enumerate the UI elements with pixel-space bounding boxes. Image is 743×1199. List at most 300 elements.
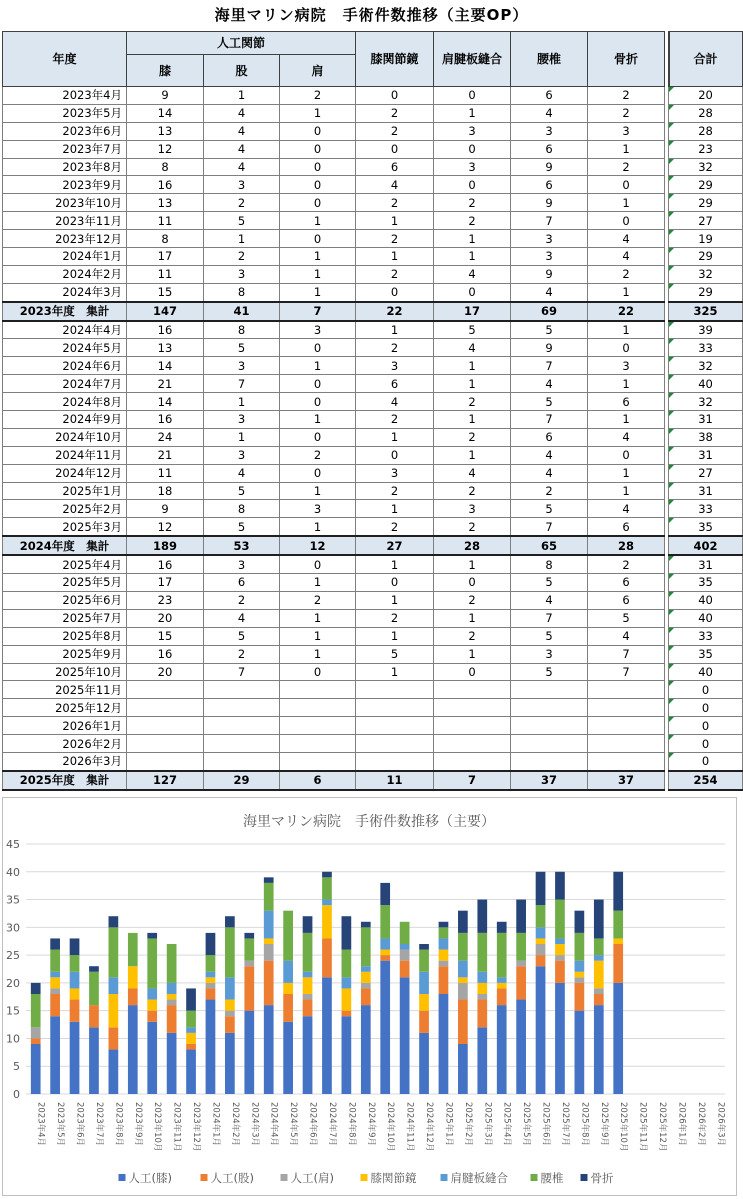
count-cell: 5 bbox=[511, 393, 588, 411]
total-cell: 20 bbox=[669, 87, 743, 105]
count-cell: 28 bbox=[434, 536, 511, 555]
bar-segment bbox=[206, 977, 216, 983]
formula-indicator-icon bbox=[669, 518, 674, 523]
bar-segment bbox=[283, 961, 293, 983]
bar-segment bbox=[322, 905, 332, 938]
legend-swatch bbox=[201, 1174, 208, 1181]
count-cell: 0 bbox=[280, 375, 356, 393]
bar-segment bbox=[322, 938, 332, 977]
count-cell: 1 bbox=[204, 87, 280, 105]
count-cell bbox=[204, 699, 280, 717]
count-cell: 1 bbox=[434, 104, 511, 122]
bar-segment bbox=[244, 966, 254, 1010]
count-cell: 9 bbox=[511, 339, 588, 357]
total-cell: 31 bbox=[669, 555, 743, 573]
count-cell: 53 bbox=[204, 536, 280, 555]
bar-segment bbox=[439, 927, 449, 938]
count-cell bbox=[434, 717, 511, 735]
count-cell bbox=[280, 699, 356, 717]
bar-segment bbox=[206, 1000, 216, 1094]
x-tick-label: 2024年2月 bbox=[229, 1102, 240, 1147]
month-cell: 2023年4月 bbox=[3, 87, 127, 105]
count-cell bbox=[204, 752, 280, 770]
count-cell: 7 bbox=[511, 357, 588, 375]
bar-segment bbox=[458, 1044, 468, 1094]
bar-segment bbox=[594, 955, 604, 961]
count-cell bbox=[588, 752, 665, 770]
count-cell: 1 bbox=[588, 283, 665, 301]
x-tick-label: 2025年2月 bbox=[462, 1102, 473, 1147]
count-cell: 1 bbox=[434, 230, 511, 248]
table-row bbox=[3, 446, 743, 464]
formula-indicator-icon bbox=[669, 411, 674, 416]
bar-segment bbox=[516, 1000, 526, 1094]
formula-indicator-icon bbox=[669, 176, 674, 181]
bar-segment bbox=[477, 983, 487, 994]
count-cell: 3 bbox=[511, 122, 588, 140]
formula-indicator-icon bbox=[669, 357, 674, 362]
total-cell: 19 bbox=[669, 230, 743, 248]
y-tick-label: 25 bbox=[6, 949, 20, 963]
bar-segment bbox=[380, 883, 390, 905]
bar-segment bbox=[31, 994, 41, 1027]
count-cell: 17 bbox=[127, 248, 204, 266]
formula-indicator-icon bbox=[669, 500, 674, 505]
count-cell: 20 bbox=[127, 609, 204, 627]
total-cell: 35 bbox=[669, 518, 743, 536]
y-tick-label: 45 bbox=[6, 838, 20, 851]
table-row bbox=[3, 717, 743, 735]
formula-indicator-icon bbox=[669, 123, 674, 128]
count-cell: 69 bbox=[511, 302, 588, 321]
formula-indicator-icon bbox=[669, 284, 674, 289]
bar-segment bbox=[128, 1005, 138, 1094]
x-tick-label: 2023年9月 bbox=[132, 1102, 143, 1147]
count-cell: 5 bbox=[511, 321, 588, 339]
table-row bbox=[3, 321, 743, 339]
formula-indicator-icon bbox=[669, 735, 674, 740]
table-row bbox=[3, 699, 743, 717]
count-cell: 7 bbox=[511, 518, 588, 536]
legend-swatch bbox=[441, 1174, 448, 1181]
bar-segment bbox=[555, 955, 565, 961]
table-row bbox=[3, 482, 743, 500]
count-cell: 4 bbox=[511, 283, 588, 301]
count-cell: 2 bbox=[434, 428, 511, 446]
count-cell: 2 bbox=[434, 212, 511, 230]
bar-segment bbox=[613, 983, 623, 1094]
surgery-trend-chart bbox=[2, 797, 737, 1196]
bar-segment bbox=[536, 927, 546, 938]
bar-segment bbox=[516, 900, 526, 933]
count-cell: 2 bbox=[204, 645, 280, 663]
count-cell: 1 bbox=[434, 375, 511, 393]
bar-segment bbox=[613, 938, 623, 944]
count-cell: 8 bbox=[127, 158, 204, 176]
bar-segment bbox=[128, 933, 138, 966]
bar-segment bbox=[322, 900, 332, 906]
bar-segment bbox=[109, 1050, 119, 1094]
legend-swatch bbox=[581, 1174, 588, 1181]
count-cell: 37 bbox=[511, 771, 588, 790]
count-cell: 0 bbox=[588, 212, 665, 230]
month-cell: 2023年7月 bbox=[3, 140, 127, 158]
count-cell: 11 bbox=[356, 771, 434, 790]
formula-indicator-icon bbox=[669, 429, 674, 434]
table-row bbox=[3, 464, 743, 482]
count-cell: 0 bbox=[280, 393, 356, 411]
count-cell bbox=[434, 699, 511, 717]
x-tick-label: 2023年7月 bbox=[93, 1102, 104, 1147]
count-cell: 4 bbox=[434, 464, 511, 482]
bar-segment bbox=[477, 1000, 487, 1028]
count-cell: 2 bbox=[434, 591, 511, 609]
count-cell: 0 bbox=[356, 574, 434, 592]
count-cell: 5 bbox=[204, 627, 280, 645]
bar-segment bbox=[89, 1005, 99, 1027]
month-cell: 2025年9月 bbox=[3, 645, 127, 663]
count-cell bbox=[356, 681, 434, 699]
bar-segment bbox=[380, 905, 390, 938]
count-cell: 4 bbox=[588, 500, 665, 518]
table-row bbox=[3, 609, 743, 627]
bar-segment bbox=[458, 911, 468, 933]
count-cell: 6 bbox=[356, 158, 434, 176]
month-cell: 2025年6月 bbox=[3, 591, 127, 609]
count-cell: 0 bbox=[434, 176, 511, 194]
count-cell: 4 bbox=[434, 265, 511, 283]
x-tick-label: 2024年9月 bbox=[365, 1102, 376, 1147]
total-cell: 29 bbox=[669, 248, 743, 266]
count-cell: 147 bbox=[127, 302, 204, 321]
count-cell bbox=[127, 717, 204, 735]
bar-segment bbox=[594, 938, 604, 955]
count-cell: 5 bbox=[204, 339, 280, 357]
count-cell: 1 bbox=[434, 357, 511, 375]
formula-indicator-icon bbox=[669, 375, 674, 380]
count-cell: 4 bbox=[588, 230, 665, 248]
table-row bbox=[3, 428, 743, 446]
count-cell: 1 bbox=[434, 411, 511, 429]
legend-label: 人工(肩) bbox=[290, 1171, 334, 1185]
bar-segment bbox=[186, 1044, 196, 1050]
count-cell bbox=[588, 735, 665, 753]
count-cell: 8 bbox=[511, 555, 588, 573]
chart-svg bbox=[3, 798, 736, 1195]
bar-segment bbox=[186, 988, 196, 1010]
count-cell: 0 bbox=[280, 140, 356, 158]
count-cell: 14 bbox=[127, 104, 204, 122]
count-cell: 6 bbox=[588, 393, 665, 411]
count-cell: 6 bbox=[588, 518, 665, 536]
bar-segment bbox=[439, 922, 449, 928]
total-cell: 39 bbox=[669, 321, 743, 339]
count-cell bbox=[204, 735, 280, 753]
total-cell: 402 bbox=[669, 536, 743, 555]
count-cell: 4 bbox=[204, 122, 280, 140]
count-cell bbox=[356, 752, 434, 770]
header-lumbar: 腰椎 bbox=[511, 32, 588, 87]
count-cell: 7 bbox=[511, 609, 588, 627]
bar-segment bbox=[283, 1022, 293, 1094]
bar-segment bbox=[50, 1016, 60, 1094]
bar-segment bbox=[167, 944, 177, 983]
surgery-count-table bbox=[2, 31, 743, 791]
bar-segment bbox=[283, 994, 293, 1022]
x-tick-label: 2024年11月 bbox=[404, 1102, 415, 1152]
x-tick-label: 2026年3月 bbox=[715, 1102, 726, 1147]
bar-segment bbox=[400, 961, 410, 978]
formula-indicator-icon bbox=[669, 159, 674, 164]
fiscal-year-total-row bbox=[3, 771, 743, 790]
total-cell: 38 bbox=[669, 428, 743, 446]
count-cell bbox=[204, 717, 280, 735]
bar-segment bbox=[594, 988, 604, 994]
formula-indicator-icon bbox=[669, 393, 674, 398]
bar-segment bbox=[613, 944, 623, 983]
formula-indicator-icon bbox=[669, 465, 674, 470]
month-cell: 2025年7月 bbox=[3, 609, 127, 627]
table-row bbox=[3, 375, 743, 393]
formula-indicator-icon bbox=[669, 717, 674, 722]
table-row bbox=[3, 735, 743, 753]
bar-segment bbox=[361, 927, 371, 966]
bar-segment bbox=[458, 961, 468, 978]
count-cell: 4 bbox=[588, 627, 665, 645]
count-cell: 2 bbox=[204, 591, 280, 609]
bar-segment bbox=[225, 1011, 235, 1017]
bar-segment bbox=[264, 911, 274, 939]
count-cell: 0 bbox=[434, 574, 511, 592]
month-cell: 2024年10月 bbox=[3, 428, 127, 446]
bar-segment bbox=[361, 1005, 371, 1094]
bar-segment bbox=[283, 983, 293, 994]
bar-segment bbox=[497, 988, 507, 1005]
total-cell: 31 bbox=[669, 446, 743, 464]
count-cell bbox=[511, 752, 588, 770]
bar-segment bbox=[575, 977, 585, 983]
month-cell: 2024年4月 bbox=[3, 321, 127, 339]
count-cell: 2 bbox=[434, 518, 511, 536]
x-tick-label: 2025年12月 bbox=[657, 1102, 668, 1152]
bar-segment bbox=[342, 1011, 352, 1017]
month-cell: 2024年7月 bbox=[3, 375, 127, 393]
total-cell: 29 bbox=[669, 283, 743, 301]
count-cell: 5 bbox=[204, 518, 280, 536]
bar-segment bbox=[225, 1016, 235, 1033]
x-tick-label: 2023年8月 bbox=[113, 1102, 124, 1147]
bar-segment bbox=[342, 988, 352, 1010]
table-row bbox=[3, 283, 743, 301]
formula-indicator-icon bbox=[669, 322, 674, 327]
count-cell: 17 bbox=[434, 302, 511, 321]
bar-segment bbox=[303, 977, 313, 994]
bar-segment bbox=[575, 911, 585, 933]
count-cell: 0 bbox=[280, 555, 356, 573]
x-tick-label: 2025年10月 bbox=[618, 1102, 629, 1152]
bar-segment bbox=[31, 1038, 41, 1044]
count-cell: 2 bbox=[356, 482, 434, 500]
total-cell: 0 bbox=[669, 699, 743, 717]
count-cell bbox=[280, 735, 356, 753]
month-cell: 2025年10月 bbox=[3, 663, 127, 681]
total-label: 2023年度 集計 bbox=[3, 302, 127, 321]
total-cell: 40 bbox=[669, 663, 743, 681]
table-row bbox=[3, 357, 743, 375]
count-cell bbox=[588, 699, 665, 717]
bar-segment bbox=[361, 972, 371, 983]
count-cell: 7 bbox=[204, 663, 280, 681]
count-cell bbox=[434, 681, 511, 699]
bar-segment bbox=[555, 900, 565, 939]
table-row bbox=[3, 140, 743, 158]
bar-segment bbox=[225, 916, 235, 927]
fiscal-year-total-row bbox=[3, 536, 743, 555]
count-cell: 1 bbox=[280, 411, 356, 429]
count-cell: 5 bbox=[511, 574, 588, 592]
bar-segment bbox=[206, 988, 216, 999]
count-cell: 2 bbox=[588, 265, 665, 283]
count-cell: 6 bbox=[511, 140, 588, 158]
count-cell: 2 bbox=[356, 411, 434, 429]
month-cell: 2024年8月 bbox=[3, 393, 127, 411]
count-cell: 7 bbox=[588, 663, 665, 681]
total-cell: 40 bbox=[669, 591, 743, 609]
total-cell: 0 bbox=[669, 752, 743, 770]
count-cell bbox=[204, 681, 280, 699]
count-cell: 1 bbox=[356, 627, 434, 645]
legend-label: 肩腱板縫合 bbox=[450, 1171, 508, 1185]
count-cell: 3 bbox=[434, 122, 511, 140]
header-year: 年度 bbox=[3, 32, 127, 87]
legend-label: 腰椎 bbox=[540, 1171, 564, 1185]
count-cell: 2 bbox=[356, 194, 434, 212]
y-tick-label: 10 bbox=[6, 1032, 20, 1046]
bar-segment bbox=[497, 933, 507, 977]
bar-segment bbox=[536, 955, 546, 966]
formula-indicator-icon bbox=[669, 592, 674, 597]
count-cell: 2 bbox=[434, 393, 511, 411]
count-cell: 7 bbox=[588, 645, 665, 663]
count-cell: 17 bbox=[127, 574, 204, 592]
count-cell: 16 bbox=[127, 321, 204, 339]
count-cell: 127 bbox=[127, 771, 204, 790]
bar-segment bbox=[264, 961, 274, 1005]
x-tick-label: 2025年6月 bbox=[540, 1102, 551, 1147]
bar-segment bbox=[555, 872, 565, 900]
table-row bbox=[3, 230, 743, 248]
bar-segment bbox=[50, 977, 60, 988]
bar-segment bbox=[419, 950, 429, 972]
bar-segment bbox=[225, 927, 235, 977]
table-row bbox=[3, 104, 743, 122]
bar-segment bbox=[264, 1005, 274, 1094]
bar-segment bbox=[70, 972, 80, 989]
bar-segment bbox=[303, 916, 313, 933]
count-cell: 15 bbox=[127, 283, 204, 301]
count-cell: 0 bbox=[280, 194, 356, 212]
count-cell: 0 bbox=[280, 158, 356, 176]
count-cell: 5 bbox=[511, 500, 588, 518]
bar-segment bbox=[70, 988, 80, 999]
table-row bbox=[3, 752, 743, 770]
count-cell: 3 bbox=[511, 645, 588, 663]
count-cell: 1 bbox=[204, 230, 280, 248]
table-row bbox=[3, 591, 743, 609]
bar-segment bbox=[322, 872, 332, 878]
total-cell: 31 bbox=[669, 411, 743, 429]
count-cell bbox=[280, 752, 356, 770]
bar-segment bbox=[361, 988, 371, 1005]
count-cell: 1 bbox=[588, 321, 665, 339]
count-cell: 24 bbox=[127, 428, 204, 446]
count-cell: 12 bbox=[280, 536, 356, 555]
count-cell: 1 bbox=[280, 482, 356, 500]
bar-segment bbox=[128, 988, 138, 1005]
count-cell: 0 bbox=[356, 283, 434, 301]
bar-segment bbox=[31, 1044, 41, 1094]
count-cell: 8 bbox=[204, 500, 280, 518]
x-tick-label: 2025年4月 bbox=[501, 1102, 512, 1147]
formula-indicator-icon bbox=[669, 230, 674, 235]
month-cell: 2023年11月 bbox=[3, 212, 127, 230]
count-cell bbox=[356, 717, 434, 735]
table-row bbox=[3, 574, 743, 592]
count-cell: 1 bbox=[204, 428, 280, 446]
x-tick-label: 2023年11月 bbox=[171, 1102, 182, 1152]
count-cell: 1 bbox=[434, 555, 511, 573]
count-cell: 3 bbox=[204, 446, 280, 464]
month-cell: 2023年12月 bbox=[3, 230, 127, 248]
count-cell: 0 bbox=[434, 87, 511, 105]
bar-segment bbox=[342, 950, 352, 978]
count-cell: 2 bbox=[356, 265, 434, 283]
bar-segment bbox=[439, 938, 449, 949]
bar-segment bbox=[400, 922, 410, 944]
count-cell: 4 bbox=[356, 176, 434, 194]
count-cell: 11 bbox=[127, 464, 204, 482]
bar-segment bbox=[342, 1016, 352, 1094]
bar-segment bbox=[400, 944, 410, 950]
formula-indicator-icon bbox=[669, 646, 674, 651]
month-cell: 2025年2月 bbox=[3, 500, 127, 518]
legend-label: 膝関節鏡 bbox=[370, 1171, 417, 1185]
bar-segment bbox=[167, 983, 177, 994]
header-knee: 膝 bbox=[127, 55, 204, 87]
bar-segment bbox=[147, 1011, 157, 1022]
bar-segment bbox=[244, 1011, 254, 1094]
total-cell: 325 bbox=[669, 302, 743, 321]
count-cell: 1 bbox=[356, 500, 434, 518]
count-cell: 4 bbox=[588, 428, 665, 446]
count-cell: 1 bbox=[280, 609, 356, 627]
count-cell: 1 bbox=[280, 357, 356, 375]
x-tick-label: 2024年10月 bbox=[385, 1102, 396, 1152]
count-cell: 3 bbox=[588, 357, 665, 375]
bar-segment bbox=[419, 944, 429, 950]
bar-segment bbox=[458, 983, 468, 1000]
count-cell: 29 bbox=[204, 771, 280, 790]
bar-segment bbox=[477, 994, 487, 1000]
table-row bbox=[3, 663, 743, 681]
bar-segment bbox=[497, 977, 507, 983]
x-tick-label: 2024年8月 bbox=[346, 1102, 357, 1147]
count-cell: 4 bbox=[204, 140, 280, 158]
count-cell: 0 bbox=[434, 283, 511, 301]
x-tick-label: 2025年7月 bbox=[559, 1102, 570, 1147]
bar-segment bbox=[206, 933, 216, 955]
bar-segment bbox=[50, 950, 60, 972]
